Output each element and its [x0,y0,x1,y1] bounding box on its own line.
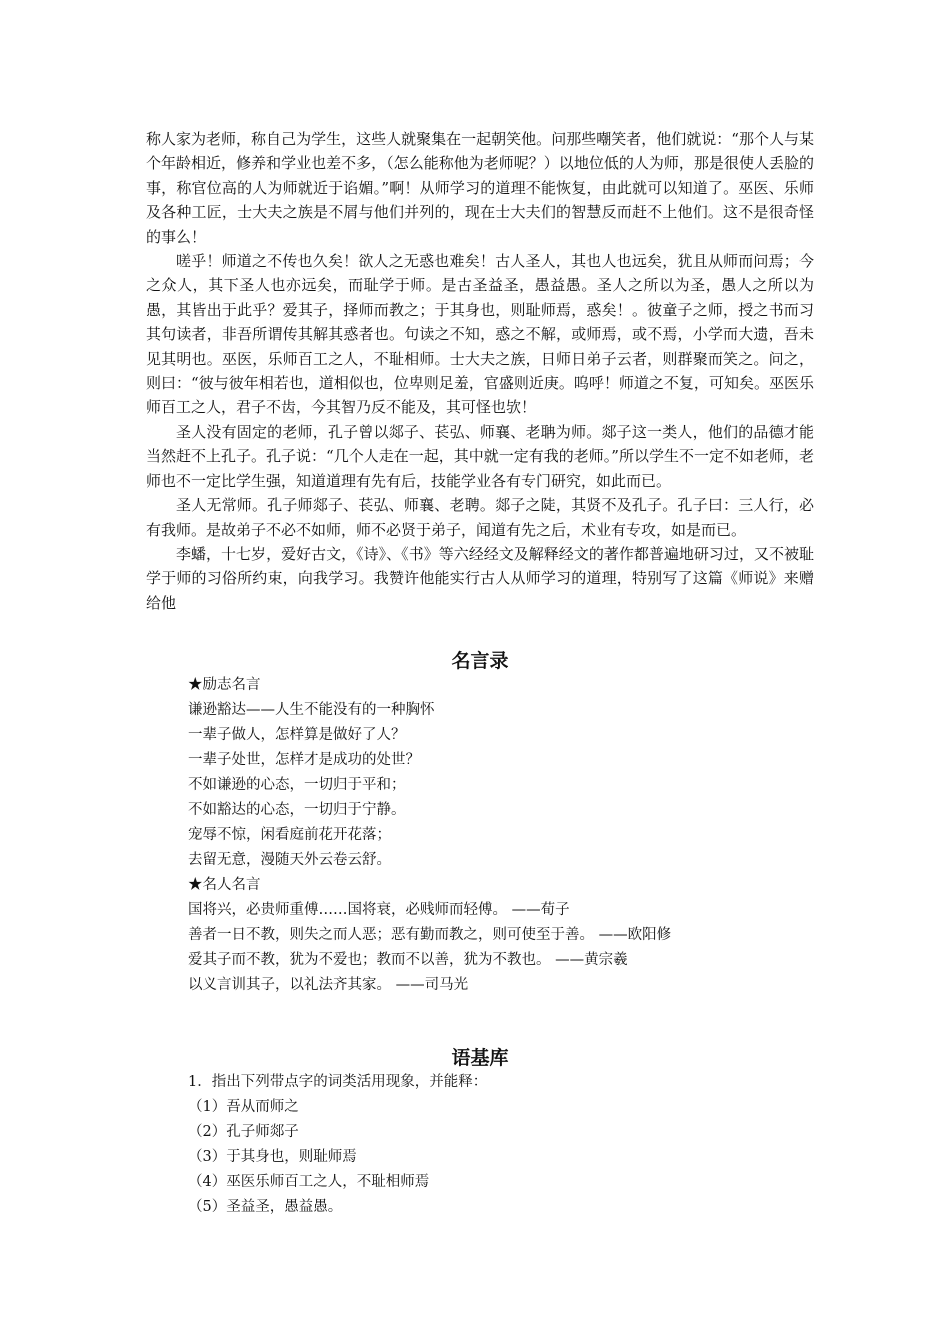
exercise-line: （5）圣益圣，愚益愚。 [188,1199,343,1215]
exercise-line: （3）于其身也，则耻师焉 [188,1149,357,1165]
exercise-line: 1．指出下列带点字的词类活用现象，并能释： [188,1074,488,1090]
quotes-line: 一辈子处世，怎样才是成功的处世？ [188,752,420,768]
quotes-line: ★名人名言 [188,877,261,893]
quotes-line: 以义言训其子，以礼法齐其家。 ——司马光 [188,977,469,993]
exercise-list [188,1070,788,1220]
language-section-title: 语基库 [451,1047,509,1069]
essay-translation-body [146,127,814,615]
essay-paragraph: 称人家为老师，称自己为学生，这些人就聚集在一起朝笑他。问那些嘲笑者，他们就说：“那个人与某个年龄相近，修养和学业也差不多，（怎么能称他为老师呢？）以地位低的人为师，那是很使人丢脸的事，称官位高的人为师就近于谄媚。”啊！从师学习的道理不能恢复，由此就可以知道了。巫医、乐师及各种工匠，士大夫之族是不屑与他们并列的，现在士大夫们的智慧反而赶不上他们。这不是很奇怪的事么！ [146,130,814,246]
essay-paragraph: 圣人无常师。孔子师郯子、苌弘、师襄、老聘。郯子之陡，其贤不及孔子。孔子曰：三人行，必有我师。是故弟子不必不如师，师不必贤于弟子，闻道有先之后，术业有专攻，如是而已。 [146,496,814,539]
quotes-line: 爱其子而不教，犹为不爱也；教而不以善，犹为不教也。 ——黄宗羲 [188,952,628,968]
quotes-line: 善者一日不教，则失之而人恶；恶有勤而教之，则可使至于善。 ——欧阳修 [188,927,672,943]
quotes-section-title: 名言录 [451,650,509,672]
exercise-line: （2）孔子师郯子 [188,1124,299,1140]
quotes-list [188,673,788,998]
essay-paragraph: 圣人没有固定的老师，孔子曾以郯子、苌弘、师襄、老聃为师。郯子这一类人，他们的品德才能当然赶不上孔子。孔子说：“几个人走在一起，其中就一定有我的老师。”所以学生不一定不如老师，老师也不一定比学生强，知道道理有先有后，技能学业各有专门研究，如此而已。 [146,422,814,490]
essay-paragraph: 嗟乎！师道之不传也久矣！欲人之无惑也难矣！古人圣人，其也人也远矣，犹且从师而问焉；今之众人，其下圣人也亦远矣，而耻学于师。是古圣益圣，愚益愚。圣人之所以为圣，愚人之所以为愚，其皆出于此乎？爱其子，择师而教之；于其身也，则耻师焉，惑矣！。彼童子之师，授之书而习其句读者，非吾所谓传其解其惑者也。句读之不知，惑之不解，或师焉，或不焉，小学而大遗，吾未见其明也。巫医，乐师百工之人，不耻相师。士大夫之族，日师日弟子云者，则群聚而笑之。问之，则曰：“彼与彼年相若也，道相似也，位卑则足羞，官盛则近庚。呜呼！师道之不复，可知矣。巫医乐师百工之人，君子不齿，今其智乃反不能及，其可怪也欤！ [146,252,814,417]
exercise-line: （1）吾从而师之 [188,1099,299,1115]
quotes-line: 一辈子做人，怎样算是做好了人？ [188,727,406,743]
quotes-line: 不如谦逊的心态，一切归于平和； [188,777,406,793]
exercise-line: （4）巫医乐师百工之人，不耻相师焉 [188,1174,430,1190]
quotes-line: 谦逊豁达——人生不能没有的一种胸怀 [188,702,435,718]
quotes-line: ★励志名言 [188,677,261,693]
quotes-line: 国将兴，必贵师重傅……国将衰，必贱师而轻傅。 ——荀子 [188,902,570,918]
quotes-line: 宠辱不惊，闲看庭前花开花落； [188,827,391,843]
quotes-line: 不如豁达的心态，一切归于宁静。 [188,802,406,818]
essay-paragraph: 李蟠，十七岁，爱好古文，《诗》、《书》等六经经文及解释经文的著作都普遍地研习过，又不被耻学于师的习俗所约束，向我学习。我赞许他能实行古人从师学习的道理，特别写了这篇《师说》来赠给他 [146,544,814,612]
quotes-line: 去留无意，漫随天外云卷云舒。 [188,852,391,868]
